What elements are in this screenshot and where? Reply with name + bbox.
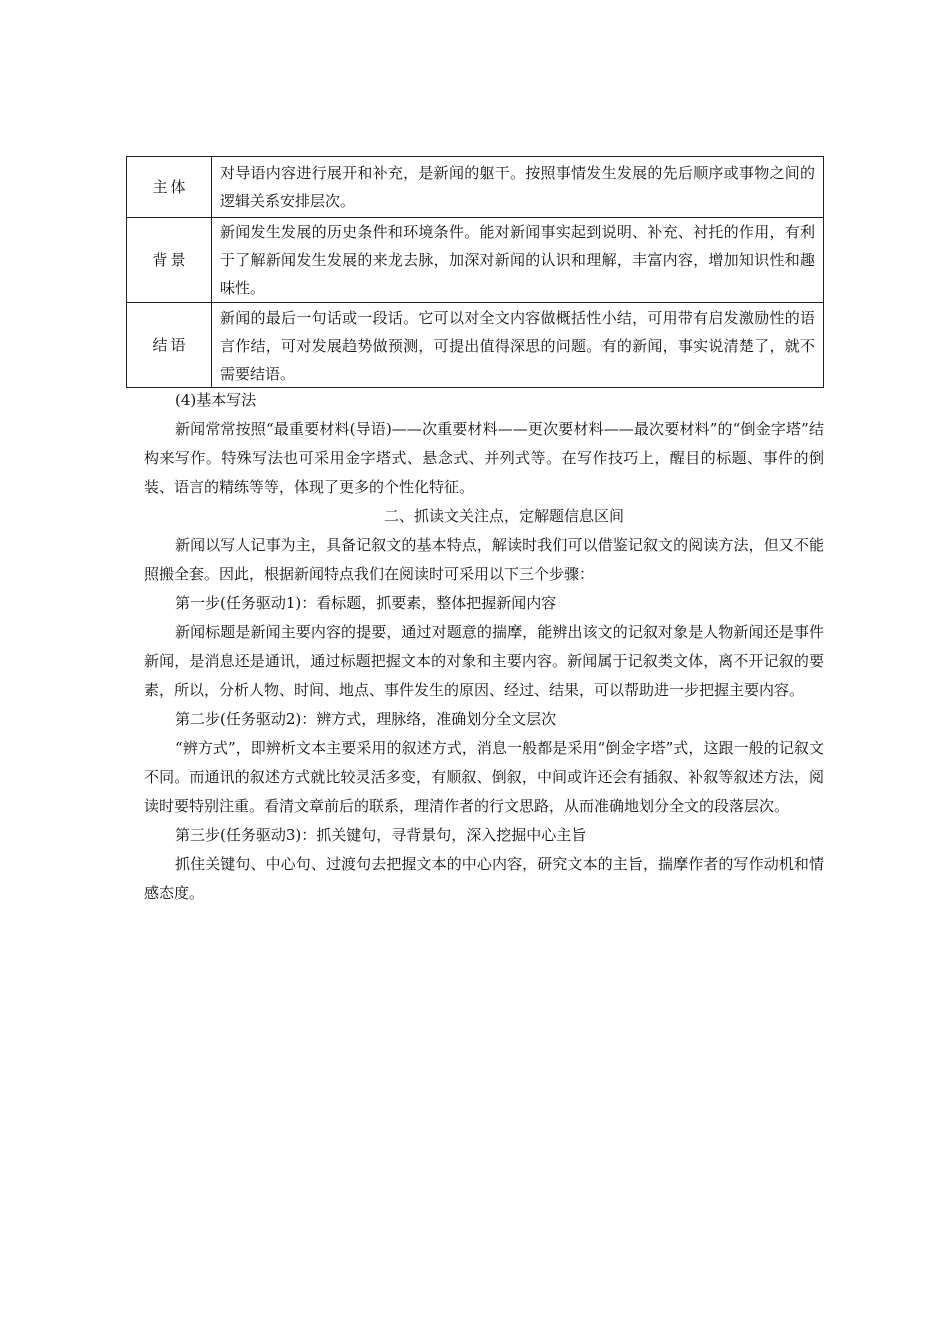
step3-title: 第三步(任务驱动3)：抓关键句，寻背景句，深入挖掘中心主旨 bbox=[175, 826, 587, 844]
step1-text: 新闻标题是新闻主要内容的提要，通过对题意的揣摩，能辨出该文的记叙对象是人物新闻还是事件新闻，是消息还是通讯，通过标题把握文本的对象和主要内容。新闻属于记叙类文体，离不开记叙的要素，所以，分析人物、时间、地点、事件发生的原因、经过、结果，可以帮助进一步把握主要内容。 bbox=[144, 623, 824, 699]
table-row bbox=[127, 302, 823, 387]
row-label bbox=[127, 157, 212, 217]
row-label-char: 背 bbox=[152, 251, 168, 269]
row-text: 新闻的最后一句话或一段话。它可以对全文内容做概括性小结，可用带有启发激励性的语言作结，可对发展趋势做预测，可提出值得深思的问题。有的新闻，事实说清楚了，就不需要结语。 bbox=[220, 309, 815, 383]
row-label-char: 主 bbox=[152, 178, 168, 196]
row-text: 新闻发生发展的历史条件和环境条件。能对新闻事实起到说明、补充、衬托的作用，有利于了解新闻发生发展的来龙去脉，加深对新闻的认识和理解，丰富内容，增加知识性和趣味性。 bbox=[220, 223, 815, 297]
paragraph-intro: 新闻以写人记事为主，具备记叙文的基本特点，解读时我们可以借鉴记叙文的阅读方法，但又不能照搬全套。因此，根据新闻特点我们在阅读时可采用以下三个步骤： bbox=[144, 536, 824, 583]
step2-text: “辨方式”，即辨析文本主要采用的叙述方式，消息一般都是采用“倒金字塔”式，这跟一般的记叙文不同。而通讯的叙述方式就比较灵活多变，有顺叙、倒叙，中间或许还会有插叙、补叙等叙述方法，阅读时要特别注重。看清文章前后的联系，理清作者的行文思路，从而准确地划分全文的段落层次。 bbox=[144, 739, 824, 815]
table-row bbox=[127, 157, 823, 217]
row-label bbox=[127, 303, 212, 387]
row-label-char: 结 bbox=[152, 336, 168, 354]
row-label-char: 景 bbox=[170, 251, 186, 269]
section-title: 二、抓读文关注点，定解题信息区间 bbox=[383, 507, 624, 525]
paragraph-structure: 新闻常常按照“最重要材料(导语)——次重要材料——更次要材料——最次要材料”的“倒金字塔”结构来写作。特殊写法也可采用金字塔式、悬念式、并列式等。在写作技巧上，醒目的标题、事件的倒装、语言的精练等等，体现了更多的个性化特征。 bbox=[144, 420, 824, 496]
row-label bbox=[127, 218, 212, 302]
step3-text: 抓住关键句、中心句、过渡句去把握文本的中心内容，研究文本的主旨，揣摩作者的写作动机和情感态度。 bbox=[144, 855, 824, 902]
step2-title: 第二步(任务驱动2)：辨方式，理脉络，准确划分全文层次 bbox=[175, 710, 557, 728]
step1-title: 第一步(任务驱动1)：看标题，抓要素，整体把握新闻内容 bbox=[175, 594, 557, 612]
row-label-char: 语 bbox=[170, 336, 186, 354]
table-row bbox=[127, 217, 823, 302]
row-label-char: 体 bbox=[170, 178, 186, 196]
subheading-basic-writing: (4)基本写法 bbox=[175, 391, 257, 409]
row-text: 对导语内容进行展开和补充，是新闻的躯干。按照事情发生发展的先后顺序或事物之间的逻辑关系安排层次。 bbox=[220, 164, 815, 210]
news-structure-table bbox=[126, 156, 824, 388]
document-body bbox=[144, 386, 824, 908]
